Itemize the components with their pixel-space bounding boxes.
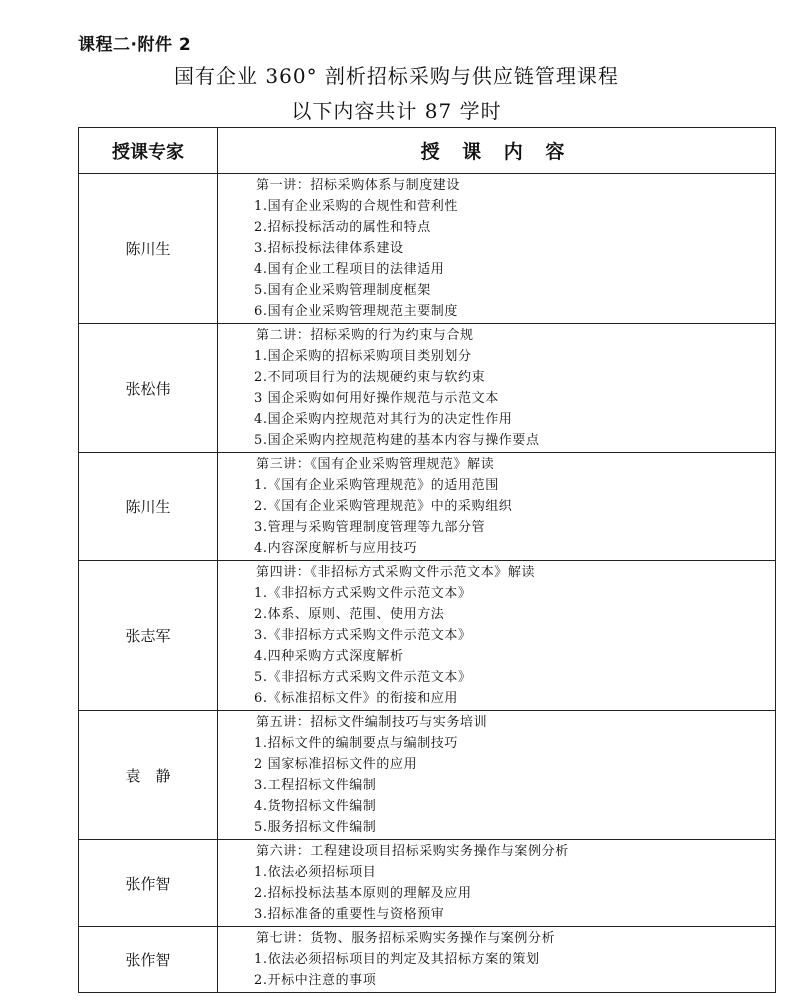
lecture-title: 第三讲：《国有企业采购管理规范》解读: [256, 457, 495, 472]
table-header-row: [79, 128, 776, 174]
table-row: [79, 840, 776, 927]
table-row: [79, 711, 776, 840]
lecture-item: 4.国企采购内控规范对其行为的决定性作用: [254, 412, 513, 427]
lecture-item: 2.体系、原则、范围、使用方法: [254, 607, 445, 622]
lecture-item: 4.货物招标文件编制: [254, 799, 377, 814]
lecture-item: 5.国企采购内控规范构建的基本内容与操作要点: [254, 433, 540, 448]
lecture-item: 4.国有企业工程项目的法律适用: [254, 262, 445, 277]
lecture-item: 1.依法必须招标项目的判定及其招标方案的策划: [254, 952, 540, 967]
table-row: [79, 561, 776, 711]
lecture-item: 2 国家标准招标文件的应用: [254, 757, 418, 772]
table-row: [79, 324, 776, 453]
lecture-content: [218, 453, 776, 561]
lecture-title: 第一讲：招标采购体系与制度建设: [256, 178, 461, 193]
attachment-label: 课程二·附件 2: [78, 35, 192, 55]
lecture-item: 1.招标文件的编制要点与编制技巧: [254, 736, 459, 751]
lecture-content: [218, 174, 776, 324]
lecture-item: 2.招标投标法基本原则的理解及应用: [254, 886, 472, 901]
document-title: 国有企业 360° 剖析招标采购与供应链管理课程: [174, 64, 619, 88]
document-subtitle: 以下内容共计 87 学时: [291, 99, 502, 123]
lecture-item: 5.国有企业采购管理制度框架: [254, 283, 431, 298]
lecture-item: 3 国企采购如何用好操作规范与示范文本: [254, 391, 499, 406]
lecture-title: 第六讲：工程建设项目招标采购实务操作与案例分析: [256, 844, 569, 859]
lecture-item: 1.《国有企业采购管理规范》的适用范围: [254, 478, 499, 493]
expert-name: 陈川生: [79, 174, 218, 324]
expert-name: 袁 静: [79, 711, 218, 840]
lecture-item: 6.国有企业采购管理规范主要制度: [254, 304, 459, 319]
table-row: [79, 174, 776, 324]
lecture-content: [218, 324, 776, 453]
lecture-item: 2.《国有企业采购管理规范》中的采购组织: [254, 499, 513, 514]
course-table: [78, 127, 776, 993]
lecture-item: 1.国有企业采购的合规性和营利性: [254, 199, 459, 214]
lecture-item: 1.依法必须招标项目: [254, 865, 377, 880]
lecture-item: 5.《非招标方式采购文件示范文本》: [254, 670, 472, 685]
lecture-content: [218, 711, 776, 840]
lecture-item: 5.服务招标文件编制: [254, 820, 377, 835]
lecture-item: 2.招标投标活动的属性和特点: [254, 220, 431, 235]
expert-name: 张松伟: [79, 324, 218, 453]
lecture-item: 2.开标中注意的事项: [254, 973, 377, 988]
lecture-item: 2.不同项目行为的法规硬约束与软约束: [254, 370, 486, 385]
lecture-item: 3.《非招标方式采购文件示范文本》: [254, 628, 472, 643]
lecture-item: 3.管理与采购管理制度管理等九部分管: [254, 520, 486, 535]
expert-name: 张志军: [79, 561, 218, 711]
lecture-title: 第四讲：《非招标方式采购文件示范文本》解读: [256, 565, 536, 580]
lecture-content: [218, 840, 776, 927]
lecture-title: 第二讲：招标采购的行为约束与合规: [256, 328, 474, 343]
lecture-item: 4.四种采购方式深度解析: [254, 649, 404, 664]
expert-name: 陈川生: [79, 453, 218, 561]
lecture-content: [218, 927, 776, 993]
column-header-expert: 授课专家: [79, 128, 218, 174]
lecture-item: 4.内容深度解析与应用技巧: [254, 541, 418, 556]
expert-name: 张作智: [79, 840, 218, 927]
lecture-item: 3.工程招标文件编制: [254, 778, 377, 793]
lecture-title: 第五讲：招标文件编制技巧与实务培训: [256, 715, 488, 730]
lecture-item: 1.《非招标方式采购文件示范文本》: [254, 586, 472, 601]
lecture-item: 3.招标准备的重要性与资格预审: [254, 907, 445, 922]
lecture-item: 6.《标准招标文件》的衔接和应用: [254, 691, 459, 706]
expert-name: 张作智: [79, 927, 218, 993]
lecture-content: [218, 561, 776, 711]
lecture-title: 第七讲：货物、服务招标采购实务操作与案例分析: [256, 931, 556, 946]
table-row: [79, 453, 776, 561]
lecture-item: 1.国企采购的招标采购项目类别划分: [254, 349, 472, 364]
column-header-content: 授 课 内 容: [218, 128, 776, 174]
lecture-item: 3.招标投标法律体系建设: [254, 241, 404, 256]
table-row: [79, 927, 776, 993]
